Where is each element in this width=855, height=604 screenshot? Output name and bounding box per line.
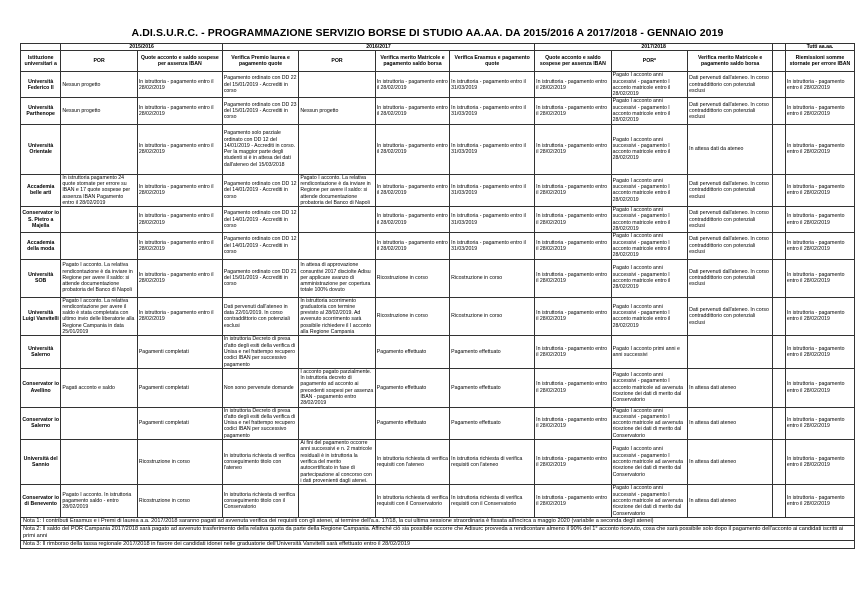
cell-premio16: Dati pervenuti dall'ateneo in data 22/01/2019. In corso contraddittorio con potenziali esclusi: [222, 297, 298, 336]
cell-por16: In istruttoria scorrimento graduatoria con termine previsto al 28/02/2019. Ad avvenuto scorrimento sarà possibile richiedere il I acconto alla Regione Campania: [299, 297, 375, 336]
cell-quote15: Ricostruzione in corso: [137, 485, 222, 518]
cell-merito16: In istruttoria richiesta di verifica requisiti con l'ateneo: [375, 440, 449, 485]
cell-merito17: Dati pervenuti dall'ateneo. In corso contraddittorio con potenziali esclusi: [688, 297, 773, 336]
cell-por17: Pagato I acconto anni successivi - pagamento I acconto matricole entro il 28/02/2019: [611, 98, 687, 124]
cell-quote17: In istruttoria - pagamento entro il 28/02/2019: [535, 72, 611, 98]
cell-quote17: In istruttoria - pagamento entro il 28/02/2019: [535, 259, 611, 297]
cell-erasmus16: Pagamento effettuato: [450, 407, 535, 439]
cell-por15: Pagati acconto e saldo: [61, 368, 137, 407]
cell-quote15: Pagamenti completati: [137, 407, 222, 439]
cell-merito16: In istruttoria - pagamento entro il 28/02/2019: [375, 124, 449, 174]
cell-por17: Pagato I acconto anni successivi - pagamento I acconto matricole entro il 28/02/2019: [611, 297, 687, 336]
cell-inst: Conservator io Avellino: [21, 368, 61, 407]
cell-quote17: In istruttoria - pagamento entro il 28/02/2019: [535, 336, 611, 368]
table-row: [21, 259, 855, 297]
cell-inst: Università del Sannio: [21, 440, 61, 485]
table-row: [21, 297, 855, 336]
group-all: Tutti aa.aa.: [785, 44, 854, 51]
table-row: [21, 174, 855, 206]
cell-rim: In istruttoria - pagamento entro il 28/02/2019: [785, 407, 854, 439]
cell-inst: Università Orientale: [21, 124, 61, 174]
cell-quote15: Ricostruzione in corso: [137, 440, 222, 485]
table-row: [21, 72, 855, 98]
cell-quote17: In istruttoria - pagamento entro il 28/02/2019: [535, 233, 611, 259]
gap-cell: [773, 98, 786, 124]
cell-erasmus16: Ricostruzione in corso: [450, 297, 535, 336]
table-row: [21, 233, 855, 259]
cell-inst: Accademia belle arti: [21, 174, 61, 206]
cell-rim: In istruttoria - pagamento entro il 28/02/2019: [785, 297, 854, 336]
cell-quote17: In istruttoria - pagamento entro il 28/02/2019: [535, 368, 611, 407]
cell-por16: [299, 124, 375, 174]
cell-por15: Nessun progetto: [61, 98, 137, 124]
gap-cell: [773, 174, 786, 206]
cell-merito17: In attesa dati ateneo: [688, 485, 773, 518]
header-merito-2016: Verifica merito Matricole e pagamento saldo borsa: [375, 51, 449, 72]
note-3: Nota 3: Il rimborso della tassa regionale 2017/2018 in favore dei candidati idonei nelle graduatorie dell'Università Vanvitelli sarà effettuato entro il 28/02/2019: [21, 541, 855, 549]
cell-inst: Università Parthenope: [21, 98, 61, 124]
cell-erasmus16: In istruttoria - pagamento entro il 31/03/2019: [450, 207, 535, 233]
cell-por16: [299, 72, 375, 98]
cell-erasmus16: Ricostruzione in corso: [450, 259, 535, 297]
gap-cell: [773, 368, 786, 407]
cell-por16: [299, 336, 375, 368]
header-por-2017: POR*: [611, 51, 687, 72]
cell-por16: [299, 207, 375, 233]
cell-por15: Pagato I acconto. In istruttoria pagamento saldo - entro 28/02/2019: [61, 485, 137, 518]
cell-merito16: In istruttoria - pagamento entro il 28/02/2019: [375, 207, 449, 233]
cell-por17: Pagato I acconto anni successivi - pagamento I acconto matricole entro il 28/02/2019: [611, 259, 687, 297]
cell-rim: In istruttoria - pagamento entro il 28/02/2019: [785, 336, 854, 368]
cell-por17: Pagato I acconto anni successivi - pagamento I acconto matricole ad avvenuta ricezione dei dati di merito dal Conservatorio: [611, 485, 687, 518]
cell-premio16: In istruttoria Decreto di presa d'atto degli esiti della verifica di Unisa e nel frattempo recupero codici IBAN per successivo pagamento: [222, 336, 298, 368]
cell-inst: Accademia della moda: [21, 233, 61, 259]
cell-erasmus16: In istruttoria richiesta di verifica requisiti con il Conservatorio: [450, 485, 535, 518]
cell-merito17: Dati pervenuti dall'ateneo. In corso contraddittorio con potenziali esclusi: [688, 174, 773, 206]
cell-por16: [299, 485, 375, 518]
cell-merito17: In attesa dati da ateneo: [688, 124, 773, 174]
page-title: A.DI.S.U.R.C. - PROGRAMMAZIONE SERVIZIO BORSE DI STUDIO AA.AA. DA 2015/2016 A 2017/2018 - GENNAIO 2019: [131, 27, 724, 39]
cell-por17: Pagato I acconto anni successivi - pagamento I acconto matricole entro il 28/02/2019: [611, 72, 687, 98]
header-premio-2016: Verifica Premio laurea e pagamento quote: [222, 51, 298, 72]
cell-quote17: In istruttoria - pagamento entro il 28/02/2019: [535, 207, 611, 233]
table-row: [21, 124, 855, 174]
cell-merito17: Dati pervenuti dall'ateneo. In corso contraddittorio con potenziali esclusi: [688, 259, 773, 297]
group-gap: [773, 44, 786, 51]
gap-cell: [773, 336, 786, 368]
cell-quote17: In istruttoria - pagamento entro il 28/02/2019: [535, 297, 611, 336]
group-empty: [21, 44, 61, 51]
cell-rim: In istruttoria - pagamento entro il 28/02/2019: [785, 440, 854, 485]
cell-por15: [61, 207, 137, 233]
cell-quote15: In istruttoria - pagamento entro il 28/02/2019: [137, 72, 222, 98]
cell-merito17: Dati pervenuti dall'ateneo. In corso contraddittorio con potenziali esclusi: [688, 233, 773, 259]
cell-rim: In istruttoria - pagamento entro il 28/02/2019: [785, 485, 854, 518]
cell-erasmus16: In istruttoria - pagamento entro il 31/03/2019: [450, 72, 535, 98]
cell-merito17: Dati pervenuti dall'ateneo. In corso contraddittorio con potenziali esclusi: [688, 72, 773, 98]
table-row: [21, 440, 855, 485]
cell-quote17: In istruttoria - pagamento entro il 28/02/2019: [535, 407, 611, 439]
gap-cell: [773, 485, 786, 518]
cell-por16: I acconto pagato parzialmente. In istruttoria decreto di pagamento ad acconto ai precedenti sospesi per assenza IBAN - pagamento entro 28/02/2019: [299, 368, 375, 407]
table-row: [21, 207, 855, 233]
gap-cell: [773, 407, 786, 439]
cell-merito16: In istruttoria - pagamento entro il 28/02/2019: [375, 174, 449, 206]
cell-por15: Nessun progetto: [61, 72, 137, 98]
cell-merito16: In istruttoria - pagamento entro il 28/02/2019: [375, 233, 449, 259]
cell-merito16: In istruttoria richiesta di verifica requisiti con il Conservatorio: [375, 485, 449, 518]
cell-inst: Università Luigi Vanvitelli: [21, 297, 61, 336]
cell-por15: [61, 440, 137, 485]
cell-inst: Università Federico II: [21, 72, 61, 98]
cell-rim: In istruttoria - pagamento entro il 28/02/2019: [785, 72, 854, 98]
cell-por17: Pagato I acconto anni successivi - pagamento I acconto matricole entro il 28/02/2019: [611, 174, 687, 206]
cell-por16: Pagato I acconto. La relativa rendicontazione è da inviare in Regione per avere il saldo: si attende documentazione probatoria del Banco di Napoli: [299, 174, 375, 206]
cell-inst: Conservator io di Benevento: [21, 485, 61, 518]
header-merito-2017: Verifica merito Matricole e pagamento saldo borsa: [688, 51, 773, 72]
table-body: [21, 72, 855, 518]
group-2017: 2017/2018: [535, 44, 773, 51]
cell-rim: In istruttoria - pagamento entro il 28/02/2019: [785, 98, 854, 124]
gap-cell: [773, 124, 786, 174]
cell-por15: [61, 124, 137, 174]
cell-quote15: In istruttoria - pagamento entro il 28/02/2019: [137, 233, 222, 259]
cell-merito16: Pagamento effettuato: [375, 368, 449, 407]
table-row: [21, 368, 855, 407]
cell-quote17: In istruttoria - pagamento entro il 28/02/2019: [535, 174, 611, 206]
cell-por16: [299, 233, 375, 259]
cell-erasmus16: In istruttoria richiesta di verifica requisiti con l'ateneo: [450, 440, 535, 485]
cell-merito17: Dati pervenuti dall'ateneo. In corso contraddittorio con potenziali esclusi: [688, 98, 773, 124]
table-row: [21, 98, 855, 124]
cell-por15: In istruttoria pagamento 24 quote stornate per errore su IBAN e 17 quote sospese per assenza IBAN Pagamento entro il 28/02/2019: [61, 174, 137, 206]
cell-premio16: Pagamento ordinato con DD 22 del 15/01/2019 - Accrediti in corso: [222, 72, 298, 98]
gap-cell: [773, 207, 786, 233]
cell-por15: [61, 233, 137, 259]
cell-inst: Università Salerno: [21, 336, 61, 368]
note-2: Nota 2: Il saldo del POR Campania 2017/2018 sarà pagato ad avvenuto trasferimento della relativa quota da parte della Regione Campania. Affinché ciò sia possibile occorre che Adisurc provveda a rendicontare almeno il 90% del 1° acconto ricevuto, cosa che sarà possibile solo dopo il pagamento dell'acconto ai candidati iscritti ai primi anni: [21, 526, 855, 541]
gap-cell: [773, 72, 786, 98]
cell-erasmus16: Pagamento effettuato: [450, 336, 535, 368]
cell-rim: In istruttoria - pagamento entro il 28/02/2019: [785, 233, 854, 259]
gap-cell: [773, 233, 786, 259]
cell-quote17: In istruttoria - pagamento entro il 28/02/2019: [535, 124, 611, 174]
cell-premio16: Pagamento ordinato con DD 12 del 14/01/2019 - Accrediti in corso: [222, 174, 298, 206]
cell-quote15: In istruttoria - pagamento entro il 28/02/2019: [137, 124, 222, 174]
cell-por17: Pagato I acconto primi anni e anni successivi: [611, 336, 687, 368]
cell-quote17: In istruttoria - pagamento entro il 28/02/2019: [535, 440, 611, 485]
cell-por16: Ai fini del pagamento occorre anni successivi e n. 2 matricole residuali è in istruttoria la verifica del merito autocertificato in fase di partecipazione al concorso con i dati provenienti dagli atenei.: [299, 440, 375, 485]
cell-premio16: In istruttoria Decreto di presa d'atto degli esiti della verifica di Unisa e nel frattempo recupero codici IBAN per successivo pagamento: [222, 407, 298, 439]
header-riemissioni: Riemissioni somme stornate per errore IBAN: [785, 51, 854, 72]
cell-inst: Università SOB: [21, 259, 61, 297]
cell-merito16: Pagamento effettuato: [375, 407, 449, 439]
cell-merito17: Dati pervenuti dall'ateneo. In corso contraddittorio con potenziali esclusi: [688, 207, 773, 233]
cell-inst: Conservator io Salerno: [21, 407, 61, 439]
table-row: [21, 485, 855, 518]
header-quote-2017: Quote acconto e saldo sospese per assenza IBAN: [535, 51, 611, 72]
gap-cell: [773, 297, 786, 336]
cell-quote15: In istruttoria - pagamento entro il 28/02/2019: [137, 259, 222, 297]
cell-rim: In istruttoria - pagamento entro il 28/02/2019: [785, 259, 854, 297]
cell-merito16: Ricostruzione in corso: [375, 297, 449, 336]
cell-quote15: Pagamenti completati: [137, 368, 222, 407]
cell-merito16: In istruttoria - pagamento entro il 28/02/2019: [375, 98, 449, 124]
cell-premio16: Pagamento solo parziale ordinato con DD 12 del 14/01/2019 - Accrediti in corso. Per la maggior parte degli studenti si è in attesa dei dati dall'ateneo del 15/03/2018: [222, 124, 298, 174]
header-gap: [773, 51, 786, 72]
cell-quote17: In istruttoria - pagamento entro il 28/02/2019: [535, 98, 611, 124]
cell-por17: Pagato I acconto anni successivi - pagamento I acconto matricole ad avvenuta ricezione dei dati di merito dal Conservatorio: [611, 407, 687, 439]
cell-por17: Pagato I acconto anni successivi - pagamento I acconto matricole entro il 28/02/2019: [611, 207, 687, 233]
cell-premio16: In istruttoria richiesta di verifica conseguimento titolo con il Conservatorio: [222, 485, 298, 518]
cell-por17: Pagato I acconto anni successivi - pagamento I acconto matricole ad avvenuta ricezione dei dati di merito dal Conservatorio: [611, 368, 687, 407]
group-2016: 2016/2017: [222, 44, 534, 51]
cell-premio16: In istruttoria richiesta di verifica conseguimento titolo con l'ateneo: [222, 440, 298, 485]
cell-erasmus16: In istruttoria - pagamento entro il 31/03/2019: [450, 174, 535, 206]
cell-premio16: Non sono pervenute domande: [222, 368, 298, 407]
cell-quote15: In istruttoria - pagamento entro il 28/02/2019: [137, 297, 222, 336]
cell-merito17: In attesa dati ateneo: [688, 407, 773, 439]
cell-por17: Pagato I acconto anni successivi - pagamento I acconto matricole entro il 28/02/2019: [611, 124, 687, 174]
cell-quote15: In istruttoria - pagamento entro il 28/02/2019: [137, 207, 222, 233]
cell-erasmus16: In istruttoria - pagamento entro il 31/03/2019: [450, 124, 535, 174]
header-istituzione: Istituzione universitari a: [21, 51, 61, 72]
cell-merito16: Pagamento effettuato: [375, 336, 449, 368]
cell-quote15: In istruttoria - pagamento entro il 28/02/2019: [137, 98, 222, 124]
cell-premio16: Pagamento ordinato con DD 12 del 14/01/2019 - Accrediti in corso: [222, 233, 298, 259]
cell-merito16: Ricostruzione in corso: [375, 259, 449, 297]
cell-erasmus16: Pagamento effettuato: [450, 368, 535, 407]
cell-quote15: Pagamenti completati: [137, 336, 222, 368]
cell-quote15: In istruttoria - pagamento entro il 28/02/2019: [137, 174, 222, 206]
table-row: [21, 407, 855, 439]
cell-por15: [61, 407, 137, 439]
cell-por15: Pagato I acconto. La relativa rendicontazione per avere il saldo è stata completata con ultimo invio delle liberatorie alla Regione Campania in data 25/01/2019: [61, 297, 137, 336]
cell-merito16: In istruttoria - pagamento entro il 28/02/2019: [375, 72, 449, 98]
cell-quote17: In istruttoria - pagamento entro il 28/02/2019: [535, 485, 611, 518]
cell-rim: In istruttoria - pagamento entro il 28/02/2019: [785, 207, 854, 233]
cell-por17: Pagato I acconto anni successivi - pagamento I acconto matricole entro il 28/02/2019: [611, 233, 687, 259]
header-erasmus-2016: Verifica Erasmus e pagamento quote: [450, 51, 535, 72]
cell-premio16: Pagamento ordinato con DD 23 del 15/01/2019 - Accrediti in corso: [222, 98, 298, 124]
gap-cell: [773, 259, 786, 297]
cell-premio16: Pagamento ordinato con DD 21 del 15/01/2019 - Accrediti in corso: [222, 259, 298, 297]
cell-por15: [61, 336, 137, 368]
cell-por16: In attesa di approvazione consuntivi 2017 disciolte Adisu per applicare avanzo di amministrazione per copertura totale 100% dovuto: [299, 259, 375, 297]
cell-por16: Nessun progetto: [299, 98, 375, 124]
cell-rim: In istruttoria - pagamento entro il 28/02/2019: [785, 124, 854, 174]
notes-table: [20, 517, 855, 549]
cell-erasmus16: In istruttoria - pagamento entro il 31/03/2019: [450, 233, 535, 259]
cell-rim: In istruttoria - pagamento entro il 28/02/2019: [785, 174, 854, 206]
gap-cell: [773, 440, 786, 485]
cell-merito17: In attesa dati ateneo: [688, 368, 773, 407]
cell-erasmus16: In istruttoria - pagamento entro il 31/03/2019: [450, 98, 535, 124]
table-row: [21, 336, 855, 368]
cell-por16: [299, 407, 375, 439]
header-por-2015: POR: [61, 51, 137, 72]
cell-inst: Conservator io S. Pietro a Majella: [21, 207, 61, 233]
group-2015: 2015/2016: [61, 44, 222, 51]
status-table: [20, 43, 855, 518]
note-1: Nota 1: I contributi Erasmus e i Premi di laurea a.a. 2017/2018 saranno pagati ad avvenuta verifica dei requisiti con gli atenei, al termine dell'a.a. 17/18, la cui ultima sessione straordinaria è fissata all'incirca a maggio 2020 (variabile a seconda degli atenei): [21, 518, 855, 526]
cell-rim: In istruttoria - pagamento entro il 28/02/2019: [785, 368, 854, 407]
header-por-2016: POR: [299, 51, 375, 72]
cell-merito17: In attesa dati ateneo: [688, 440, 773, 485]
cell-por15: Pagato I acconto. La relativa rendicontazione è da inviare in Regione per avere il saldo: si attende documentazione probatoria del Banco di Napoli: [61, 259, 137, 297]
cell-por17: Pagato I acconto anni successivi - pagamento I acconto matricole ad avvenuta ricezione dei dati di merito dal Conservatorio: [611, 440, 687, 485]
cell-premio16: Pagamento ordinato con DD 12 del 14/01/2019 - Accrediti in corso: [222, 207, 298, 233]
header-quote-2015: Quote acconto e saldo sospese per assenza IBAN: [137, 51, 222, 72]
cell-merito17: [688, 336, 773, 368]
